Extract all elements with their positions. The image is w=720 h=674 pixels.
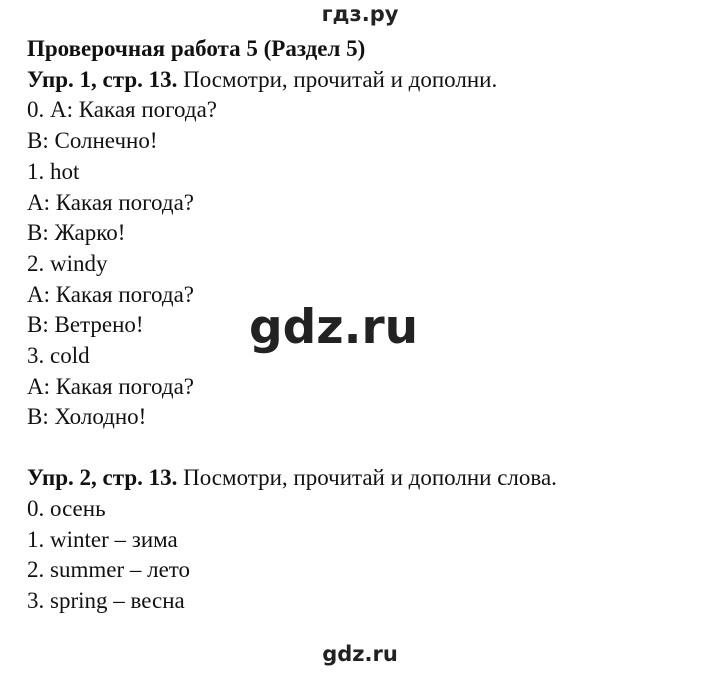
watermark-middle: gdz.ru (249, 300, 419, 355)
exercise-1-instruction: Посмотри, прочитай и дополни. (177, 66, 498, 92)
exercise-1-line: В: Жарко! (27, 220, 126, 246)
exercise-1-line: В: Холодно! (27, 404, 147, 430)
exercise-1-line: 0. А: Какая погода? (27, 97, 217, 123)
exercise-1-label: Упр. 1, стр. 13. (27, 66, 178, 92)
exercise-1-line: 3. cold (27, 343, 90, 369)
page-title: Проверочная работа 5 (Раздел 5) (27, 36, 366, 61)
watermark-bottom: gdz.ru (322, 642, 398, 666)
exercise-2-line: 0. осень (27, 495, 106, 521)
exercise-1-line: 1. hot (27, 158, 80, 184)
exercise-2-line: 3. spring – весна (27, 587, 185, 613)
watermark-top: гдз.ру (321, 2, 399, 26)
exercise-2-line: 2. summer – лето (27, 557, 191, 583)
exercise-2-line: 1. winter – зима (27, 526, 178, 552)
exercise-2-heading (27, 463, 710, 494)
exercise-1-heading (27, 65, 710, 96)
exercise-2-label: Упр. 2, стр. 13. (27, 465, 178, 491)
exercise-1-line: В: Солнечно! (27, 128, 158, 154)
section-spacer (27, 433, 710, 463)
exercise-1-line: А: Какая погода? (27, 281, 194, 307)
exercise-1-line: А: Какая погода? (27, 373, 194, 399)
exercise-1-line: 2. windy (27, 250, 108, 276)
exercise-1-line: В: Ветрено! (27, 312, 144, 338)
exercise-2-instruction: Посмотри, прочитай и дополни слова. (177, 465, 557, 491)
exercise-1-line: А: Какая погода? (27, 189, 194, 215)
